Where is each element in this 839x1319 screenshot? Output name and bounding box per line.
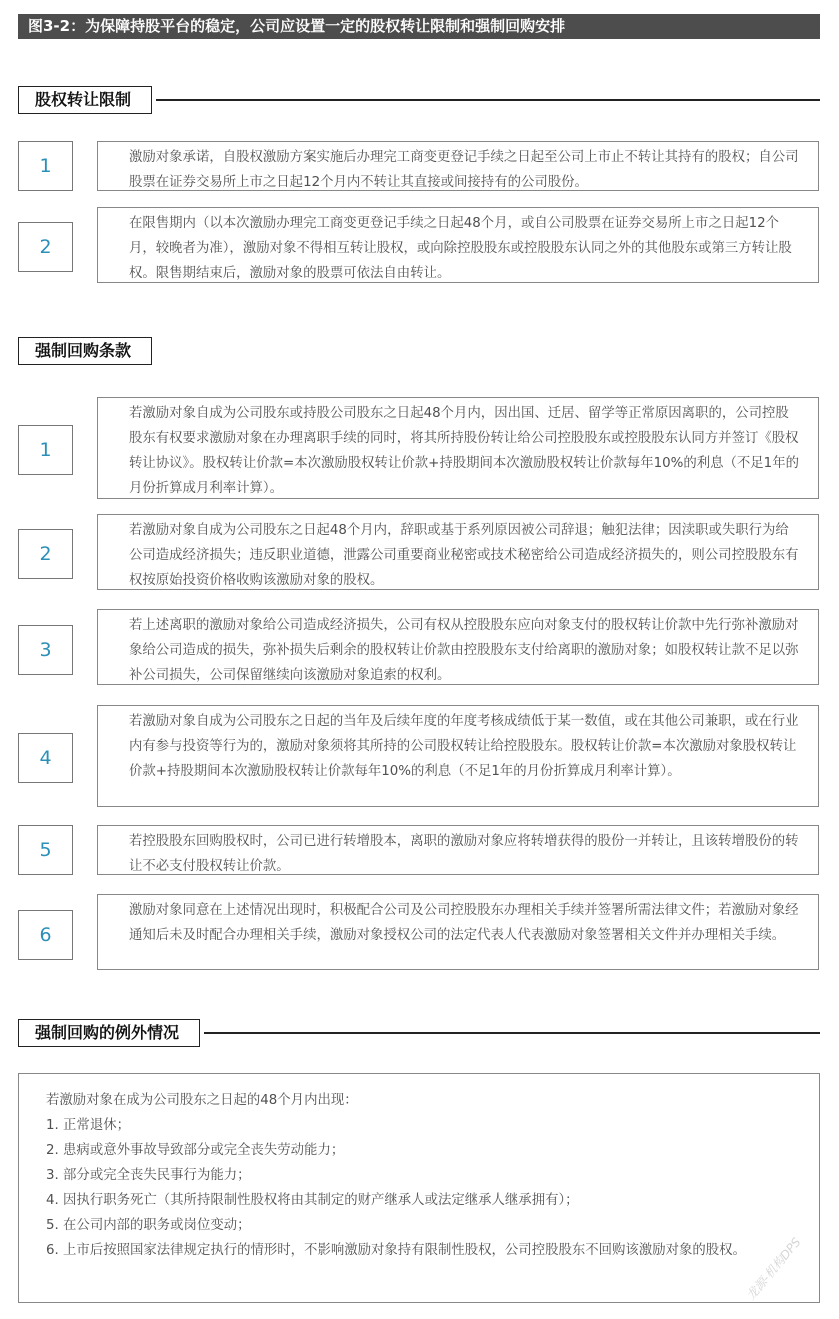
item-number: 1 [18, 141, 73, 191]
item-text: 若激励对象自成为公司股东或持股公司股东之日起48个月内，因出国、迁居、留学等正常原因离职的，公司控股股东有权要求激励对象在办理离职手续的同时，将其所持股份转让给公司控股股东或控股股东认同方并签订《股权转让协议》。股权转让价款=本次激励股权转让价款+持股期间本次激励股权转让价款每年10%的利息（不足1年的月份折算成月利率计算）。 [97, 397, 819, 499]
section-label: 股权转让限制 [18, 86, 152, 114]
exception-line: 4. 因执行职务死亡（其所持限制性股权将由其制定的财产继承人或法定继承人继承拥有）； [46, 1193, 579, 1208]
section-header-buyback-exceptions [18, 1019, 820, 1047]
item-text: 激励对象承诺，自股权激励方案实施后办理完工商变更登记手续之日起至公司上市止不转让其持有的股权；自公司股票在证券交易所上市之日起12个月内不转让其直接或间接持有的公司股份。 [97, 141, 819, 191]
divider-line [156, 99, 820, 101]
section-label: 强制回购条款 [18, 337, 152, 365]
item-number: 2 [18, 222, 73, 272]
exception-line: 2. 患病或意外事故导致部分或完全丧失劳动能力； [46, 1143, 345, 1158]
exception-line: 6. 上市后按照国家法律规定执行的情形时，不影响激励对象持有限制性股权，公司控股股东不回购该激励对象的股权。 [46, 1243, 746, 1258]
item-number: 3 [18, 625, 73, 675]
divider-line [204, 1032, 820, 1034]
item-number: 2 [18, 529, 73, 579]
item-number: 5 [18, 825, 73, 875]
item-text: 若上述离职的激励对象给公司造成经济损失，公司有权从控股股东应向对象支付的股权转让价款中先行弥补激励对象给公司造成的损失，弥补损失后剩余的股权转让价款由控股股东支付给离职的激励对象；如股权转让款不足以弥补公司损失，公司保留继续向该激励对象追索的权利。 [97, 609, 819, 685]
item-number: 4 [18, 733, 73, 783]
exception-line: 5. 在公司内部的职务或岗位变动； [46, 1218, 251, 1233]
item-number: 1 [18, 425, 73, 475]
section-header-transfer-restriction [18, 86, 820, 114]
exceptions-intro: 若激励对象在成为公司股东之日起的48个月内出现： [46, 1093, 358, 1108]
section-header-forced-buyback [18, 337, 163, 365]
figure-title: 图3-2：为保障持股平台的稳定，公司应设置一定的股权转让限制和强制回购安排 [18, 14, 820, 39]
item-text: 若激励对象自成为公司股东之日起48个月内，辞职或基于系列原因被公司辞退；触犯法律；因渎职或失职行为给公司造成经济损失；违反职业道德，泄露公司重要商业秘密或技术秘密给公司造成经济损失的，则公司控股股东有权按原始投资价格收购该激励对象的股权。 [97, 514, 819, 590]
item-text: 激励对象同意在上述情况出现时，积极配合公司及公司控股股东办理相关手续并签署所需法律文件；若激励对象经通知后未及时配合办理相关手续，激励对象授权公司的法定代表人代表激励对象签署相关文件并办理相关手续。 [97, 894, 819, 970]
exception-line: 1. 正常退休； [46, 1118, 130, 1133]
item-text: 若控股股东回购股权时，公司已进行转增股本，离职的激励对象应将转增获得的股份一并转让，且该转增股份的转让不必支付股权转让价款。 [97, 825, 819, 875]
item-text: 在限售期内（以本次激励办理完工商变更登记手续之日起48个月，或自公司股票在证券交易所上市之日起12个月，较晚者为准），激励对象不得相互转让股权，或向除控股股东或控股股东认同之外的其他股东或第三方转让股权。限售期结束后，激励对象的股票可依法自由转让。 [97, 207, 819, 283]
item-text: 若激励对象自成为公司股东之日起的当年及后续年度的年度考核成绩低于某一数值，或在其他公司兼职，或在行业内有参与投资等行为的，激励对象须将其所持的公司股权转让给控股股东。股权转让价款=本次激励对象股权转让价款+持股期间本次激励股权转让价款每年10%的利息（不足1年的月份折算成月利率计算）。 [97, 705, 819, 807]
section-label: 强制回购的例外情况 [18, 1019, 200, 1047]
watermark: 龙源-机构DPS [743, 1235, 804, 1303]
exceptions-box [18, 1073, 820, 1303]
item-number: 6 [18, 910, 73, 960]
exception-line: 3. 部分或完全丧失民事行为能力； [46, 1168, 251, 1183]
